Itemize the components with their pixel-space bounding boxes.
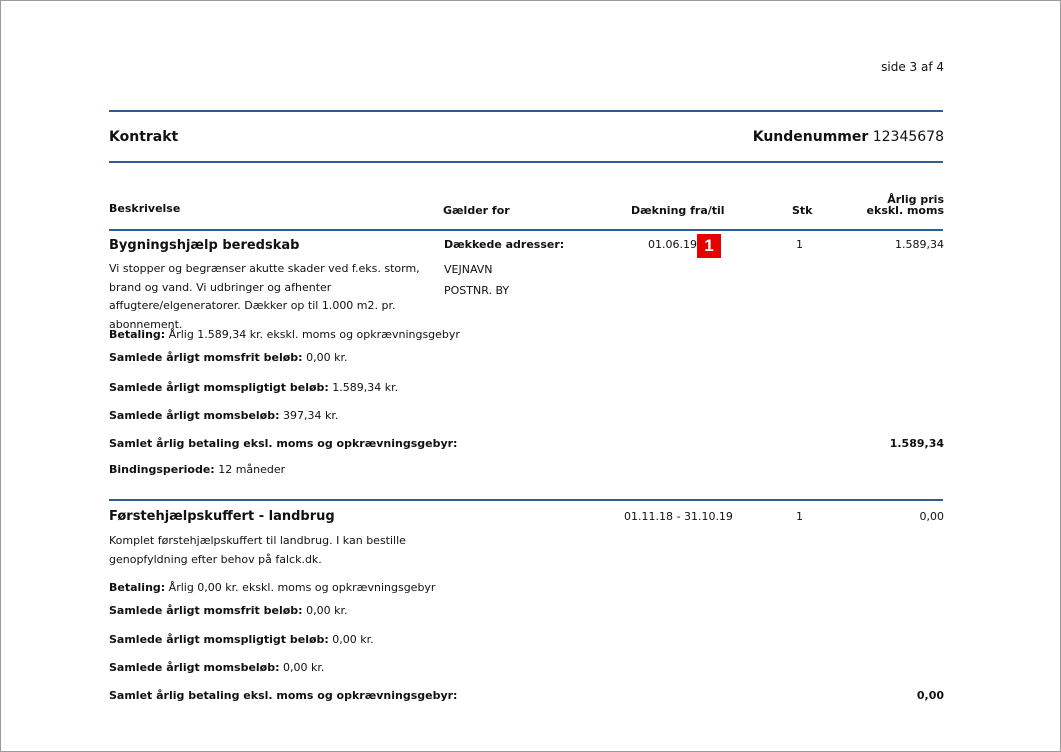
binding-period-line: Bindingsperiode: 12 måneder xyxy=(109,463,286,476)
customer-number xyxy=(753,129,944,145)
customer-number-label: Kundenummer xyxy=(752,129,869,145)
address-city: POSTNR. BY xyxy=(444,284,510,297)
document-title: Kontrakt xyxy=(109,129,179,145)
coverage-period: 01.11.18 - 31.10.19 xyxy=(624,510,733,523)
total-label: Samlet årlig betaling eksl. moms og opkrævningsgebyr: xyxy=(109,437,458,450)
annual-price: 1.589,34 xyxy=(895,238,944,251)
header-bottom-rule xyxy=(109,161,943,163)
quantity: 1 xyxy=(796,510,803,523)
header-top-rule xyxy=(109,110,943,112)
total-value: 1.589,34 xyxy=(889,437,944,450)
col-qty: Stk xyxy=(792,204,813,217)
annotation-badge: 1 xyxy=(697,234,721,258)
coverage-period: 01.06.19 xyxy=(648,238,697,251)
total-label: Samlet årlig betaling eksl. moms og opkrævningsgebyr: xyxy=(109,689,458,702)
page-number: side 3 af 4 xyxy=(881,60,944,74)
service-description: Vi stopper og begrænser akutte skader ved f.eks. storm, brand og vand. Vi udbringer og afhenter affugtere/elgeneratorer. Dækker op til 1.000 m2. pr. abonnement. xyxy=(109,262,420,331)
service-title: Førstehjælpskuffert - landbrug xyxy=(109,509,335,524)
col-price-line1: Årlig pris xyxy=(887,193,944,206)
vat-free-line: Samlede årligt momsfrit beløb: 0,00 kr. xyxy=(109,604,348,617)
annual-price: 0,00 xyxy=(919,510,944,523)
vat-free-line: Samlede årligt momsfrit beløb: 0,00 kr. xyxy=(109,351,348,364)
total-value: 0,00 xyxy=(916,689,944,702)
service-separator xyxy=(109,499,943,501)
col-description: Beskrivelse xyxy=(109,202,181,215)
service-title: Bygningshjælp beredskab xyxy=(109,238,300,253)
customer-number-value: 12345678 xyxy=(872,129,944,145)
vatable-line: Samlede årligt momspligtigt beløb: 1.589,34 kr. xyxy=(109,381,399,394)
vatable-line: Samlede årligt momspligtigt beløb: 0,00 kr. xyxy=(109,633,374,646)
address-street: VEJNAVN xyxy=(444,263,493,276)
vat-amount-line: Samlede årligt momsbeløb: 397,34 kr. xyxy=(109,409,339,422)
col-coverage: Dækning fra/til xyxy=(631,204,725,217)
col-applies-to: Gælder for xyxy=(443,204,510,217)
service-description: Komplet førstehjælpskuffert til landbrug. I kan bestille genopfyldning efter behov på falck.dk. xyxy=(109,534,406,566)
columns-rule xyxy=(109,229,943,231)
payment-line: Betaling: Årlig 1.589,34 kr. ekskl. moms og opkrævningsgebyr xyxy=(109,328,460,341)
vat-amount-line: Samlede årligt momsbeløb: 0,00 kr. xyxy=(109,661,325,674)
payment-line: Betaling: Årlig 0,00 kr. ekskl. moms og opkrævningsgebyr xyxy=(109,581,436,594)
quantity: 1 xyxy=(796,238,803,251)
covered-addresses-label: Dækkede adresser: xyxy=(444,238,565,251)
col-price-line2: ekskl. moms xyxy=(866,204,944,217)
